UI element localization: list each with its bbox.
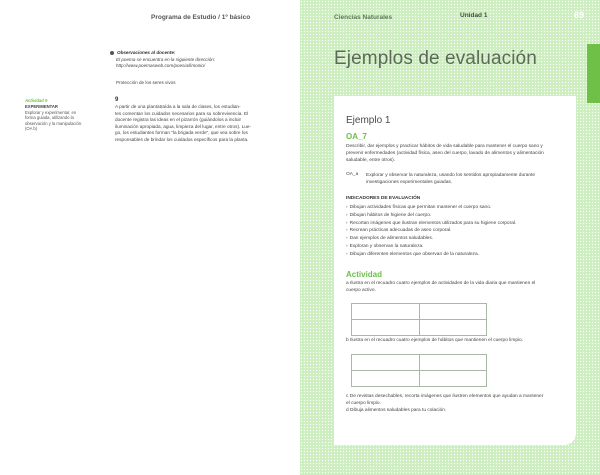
- page-header-subject: Ciencias Naturales: [334, 14, 393, 21]
- list-item: › Exploran y observan la naturaleza.: [346, 243, 424, 249]
- text-line: Explorar y observar la naturaleza, usando los sentidos apropiadamente durante: [366, 173, 536, 178]
- list-item: › Dibujan hábitos de higiene del cuerpo.: [346, 212, 432, 218]
- chevron-right-icon: ›: [346, 212, 348, 218]
- list-item: › Dibujan actividades físicas que permitan mantener el cuerpo sano.: [346, 205, 492, 210]
- list-item: › Recrean prácticas adecuadas de aseo corporal.: [346, 228, 452, 234]
- text-line: docente registra las ideas en el pizarrón (guiándolos a incluir: [115, 117, 242, 123]
- example-title: Ejemplo 1: [346, 115, 391, 126]
- observations-url: http://www.poemasweb.com/poesia/limonio/: [116, 63, 206, 69]
- chevron-right-icon: ›: [346, 228, 348, 234]
- list-item: › Dan ejemplos de alimentos saludables.: [346, 236, 434, 242]
- example-card: [334, 96, 576, 445]
- sub-objective-description: [366, 172, 566, 186]
- drawing-grid-b: [351, 354, 487, 387]
- grid-cell: [419, 355, 487, 371]
- text-line: cuerpo activo.: [346, 288, 376, 293]
- chevron-right-icon: ›: [346, 236, 348, 242]
- text-line: c De revistas desechables, recorta imágenes que ilustren elementos que ayudan a mantener: [346, 394, 544, 399]
- activity-description: [115, 104, 270, 144]
- drawing-grid-a: [351, 303, 487, 336]
- page-header-unit: Unidad 1: [460, 12, 488, 19]
- text-line: a Ilustra en el recuadro cuatro ejemplos de actividades de la vida diaria que mantienen el: [346, 281, 536, 286]
- section-tab-marker: [587, 44, 600, 103]
- grid-cell: [352, 355, 420, 371]
- activity-item-c: [346, 393, 571, 407]
- chevron-right-icon: ›: [346, 243, 348, 249]
- objective-description: [346, 143, 566, 164]
- page-header-program: Programa de Estudio / 1º básico: [151, 14, 251, 21]
- text-line: investigaciones experimentales guiadas.: [366, 180, 453, 185]
- grid-cell: [352, 371, 420, 387]
- chevron-right-icon: ›: [346, 220, 348, 226]
- bullet-icon: [110, 51, 114, 55]
- chevron-right-icon: ›: [346, 251, 348, 257]
- text-line: go, los estudiantes forman "la brigada verde", que vea sobre los: [115, 130, 248, 136]
- section-subtitle: Protección de los seres vivos: [116, 79, 176, 85]
- activity-number: 9: [115, 97, 119, 103]
- indicators-list: [346, 204, 566, 259]
- text-line: el cuerpo limpio.: [346, 401, 381, 406]
- activity-title: Actividad: [346, 270, 383, 279]
- side-note-skill: EXPERIMENTAR: [25, 104, 58, 110]
- activity-item-b: b Ilustra en el recuadro cuatro ejemplos de hábitos que mantienen el cuerpo limpio.: [346, 338, 524, 343]
- text-line: Describir, dar ejemplos y practicar hábitos de vida saludable para mantener el cuerpo sano y: [346, 144, 543, 149]
- side-note-line: Explorar y experimentar, en: [25, 109, 77, 115]
- grid-cell: [419, 320, 487, 336]
- side-note-line: observación y la manipulación.: [25, 120, 83, 126]
- text-line: iluminación apropiada, agua, limpieza del lugar, entre otros). Lue-: [115, 123, 252, 129]
- side-note-line: (OA b): [25, 126, 38, 132]
- objective-code: OA_7: [346, 132, 367, 141]
- page-number: 69: [574, 10, 585, 20]
- side-note: [25, 98, 95, 131]
- side-note-label: Actividad 9: [25, 98, 48, 103]
- grid-cell: [352, 320, 420, 336]
- chevron-right-icon: ›: [346, 205, 348, 210]
- text-line: tes comentan los cuidados necesarios para su sobrevivencia. El: [115, 110, 249, 116]
- observations-block: [110, 50, 280, 86]
- indicators-title: INDICADORES DE EVALUACIÓN: [346, 196, 421, 201]
- observations-title: Observaciones al docente:: [110, 50, 280, 57]
- activity-item-a: [346, 280, 566, 294]
- page-title: Ejemplos de evaluación: [334, 48, 537, 69]
- observations-line: El poema se encuentra en la siguiente dirección:: [116, 56, 216, 62]
- list-item: › Recortan imágenes que ilustran elementos utilizados para su higiene corporal.: [346, 220, 517, 226]
- text-line: responsables de brindar los cuidados específicos para la planta.: [115, 136, 249, 142]
- activity-item-d: d Dibuja alimentos saludables para tu colación.: [346, 408, 447, 413]
- text-line: A partir de una plantatraída a la sala de clases, los estudian-: [115, 104, 241, 109]
- text-line: saludable, entre otros).: [346, 158, 396, 163]
- side-note-line: forma guiada, utilizando la: [25, 115, 74, 121]
- right-page: [300, 0, 600, 475]
- list-item: › Dibujan diferentes elementos que observan de la naturaleza.: [346, 251, 479, 257]
- text-line: prevenir enfermedades (actividad física, aseo del cuerpo, lavado de alimentos y alimentación: [346, 151, 544, 156]
- grid-cell: [419, 371, 487, 387]
- grid-cell: [352, 304, 420, 320]
- sub-objective-code: OA_a: [346, 172, 359, 177]
- grid-cell: [419, 304, 487, 320]
